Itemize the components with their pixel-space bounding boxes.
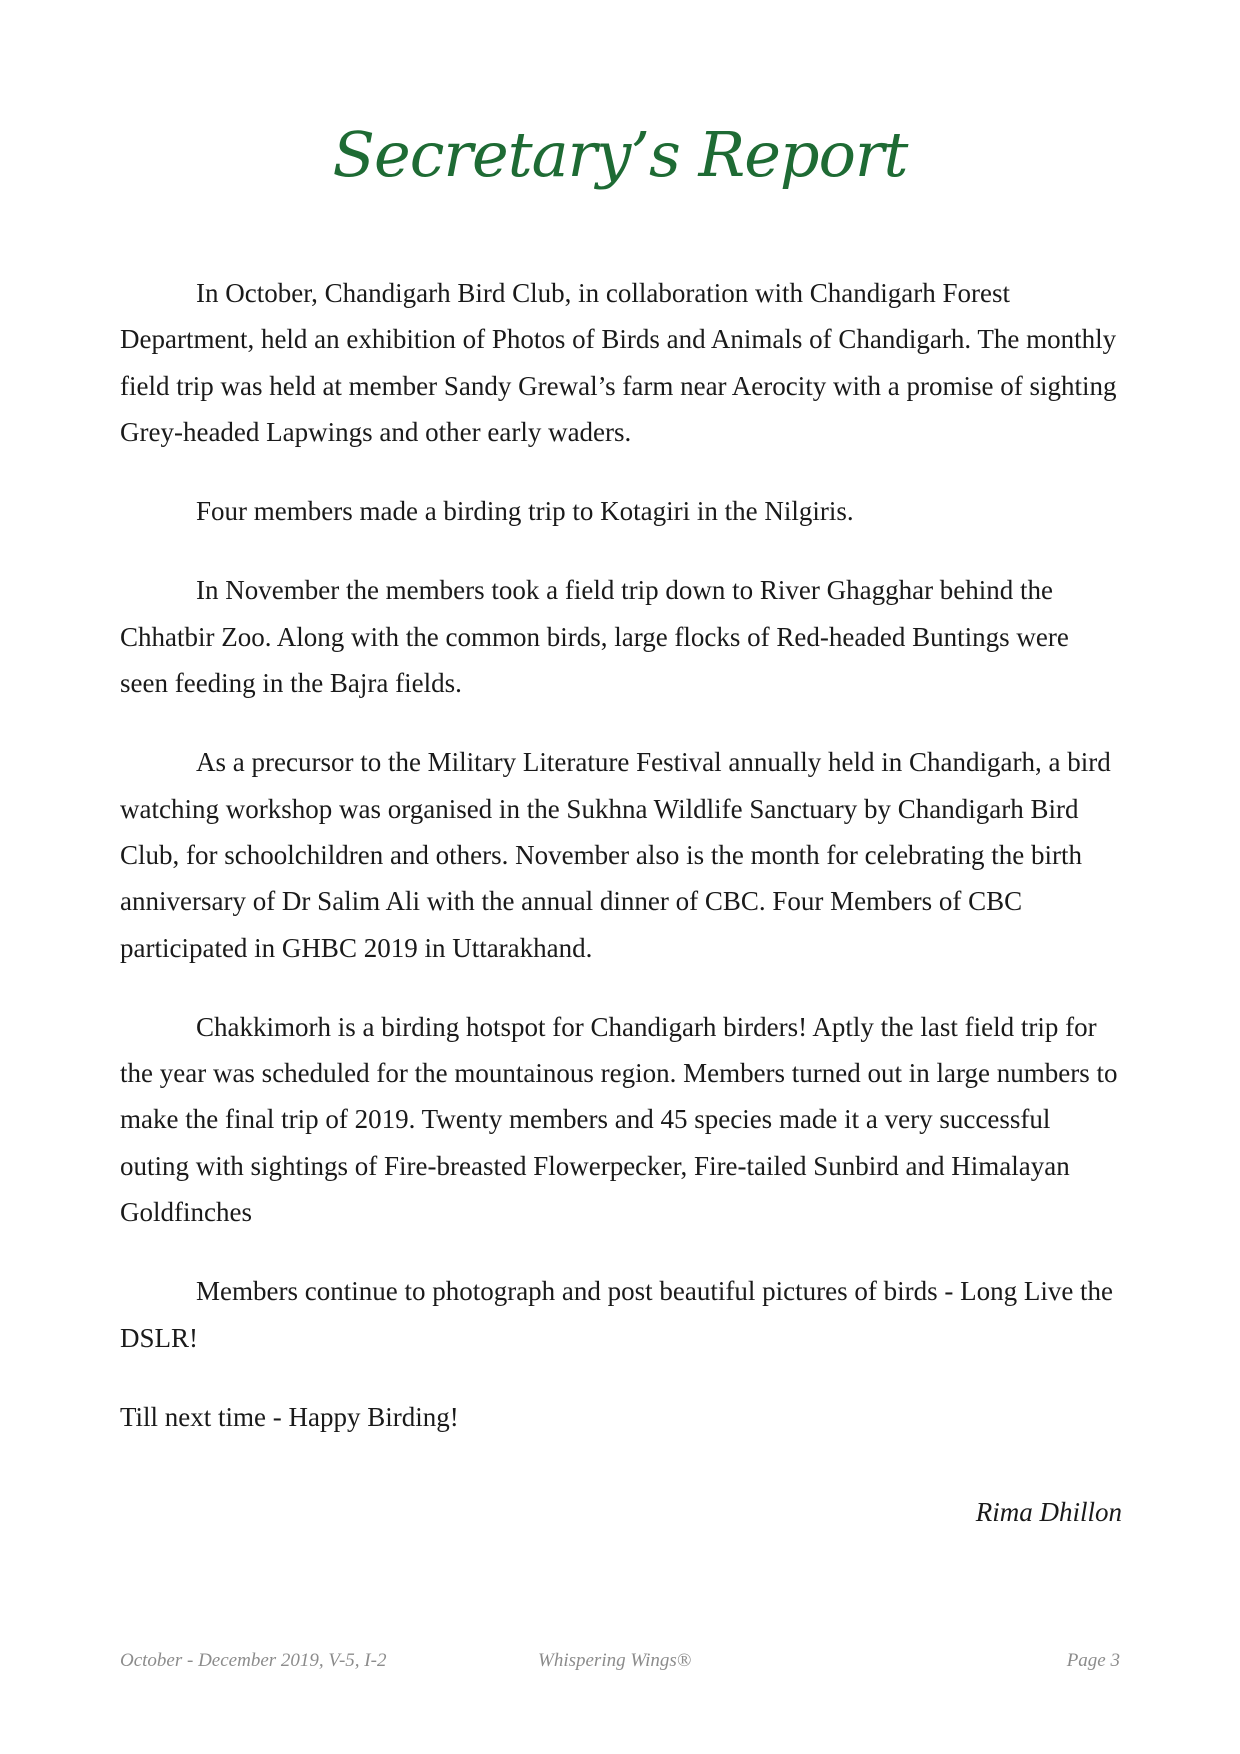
paragraph-october: In October, Chandigarh Bird Club, in collaboration with Chandigarh Forest Department, held an exhibition of Photos of Birds and Animals of Chandigarh. The monthly field trip was held at member Sandy Grewal’s farm near Aerocity with a promise of sighting Grey-headed Lapwings and other early waders. — [120, 278, 1117, 447]
page-footer — [120, 1650, 1120, 1680]
paragraph-kotagiri: Four members made a birding trip to Kotagiri in the Nilgiris. — [196, 496, 854, 527]
footer-issue: October - December 2019, V-5, I-2 — [120, 1650, 387, 1671]
report-body — [120, 270, 1120, 1473]
paragraph-chakkimorh: Chakkimorh is a birding hotspot for Chandigarh birders! Aptly the last field trip for the year was scheduled for the mountainous region. Members turned out in large numbers to make the final trip of 2019. Twenty members and 45 species made it a very successful outing with sightings of Fire-breasted Flowerpecker, Fire-tailed Sunbird and Himalayan Goldfinches — [120, 1011, 1118, 1228]
paragraph-workshop: As a precursor to the Military Literature Festival annually held in Chandigarh, a bird watching workshop was organised in the Sukhna Wildlife Sanctuary by Chandigarh Bird Club, for schoolchildren and others. November also is the month for celebrating the birth anniversary of Dr Salim Ali with the annual dinner of CBC. Four Members of CBC participated in GHBC 2019 in Uttarakhand. — [120, 747, 1111, 963]
closing-line: Till next time - Happy Birding! — [120, 1401, 459, 1432]
footer-publication: Whispering Wings® — [538, 1650, 692, 1671]
paragraph-november: In November the members took a field trip down to River Ghagghar behind the Chhatbir Zoo. Along with the common birds, large flocks of Red-headed Buntings were seen feeding in the Bajra fields. — [120, 575, 1069, 699]
signature: Rima Dhillon — [975, 1497, 1122, 1527]
paragraph-dslr: Members continue to photograph and post beautiful pictures of birds - Long Live the DSLR! — [120, 1276, 1114, 1353]
page-title: Secretary’s Report — [332, 118, 908, 191]
footer-page-number: Page 3 — [1066, 1650, 1120, 1671]
